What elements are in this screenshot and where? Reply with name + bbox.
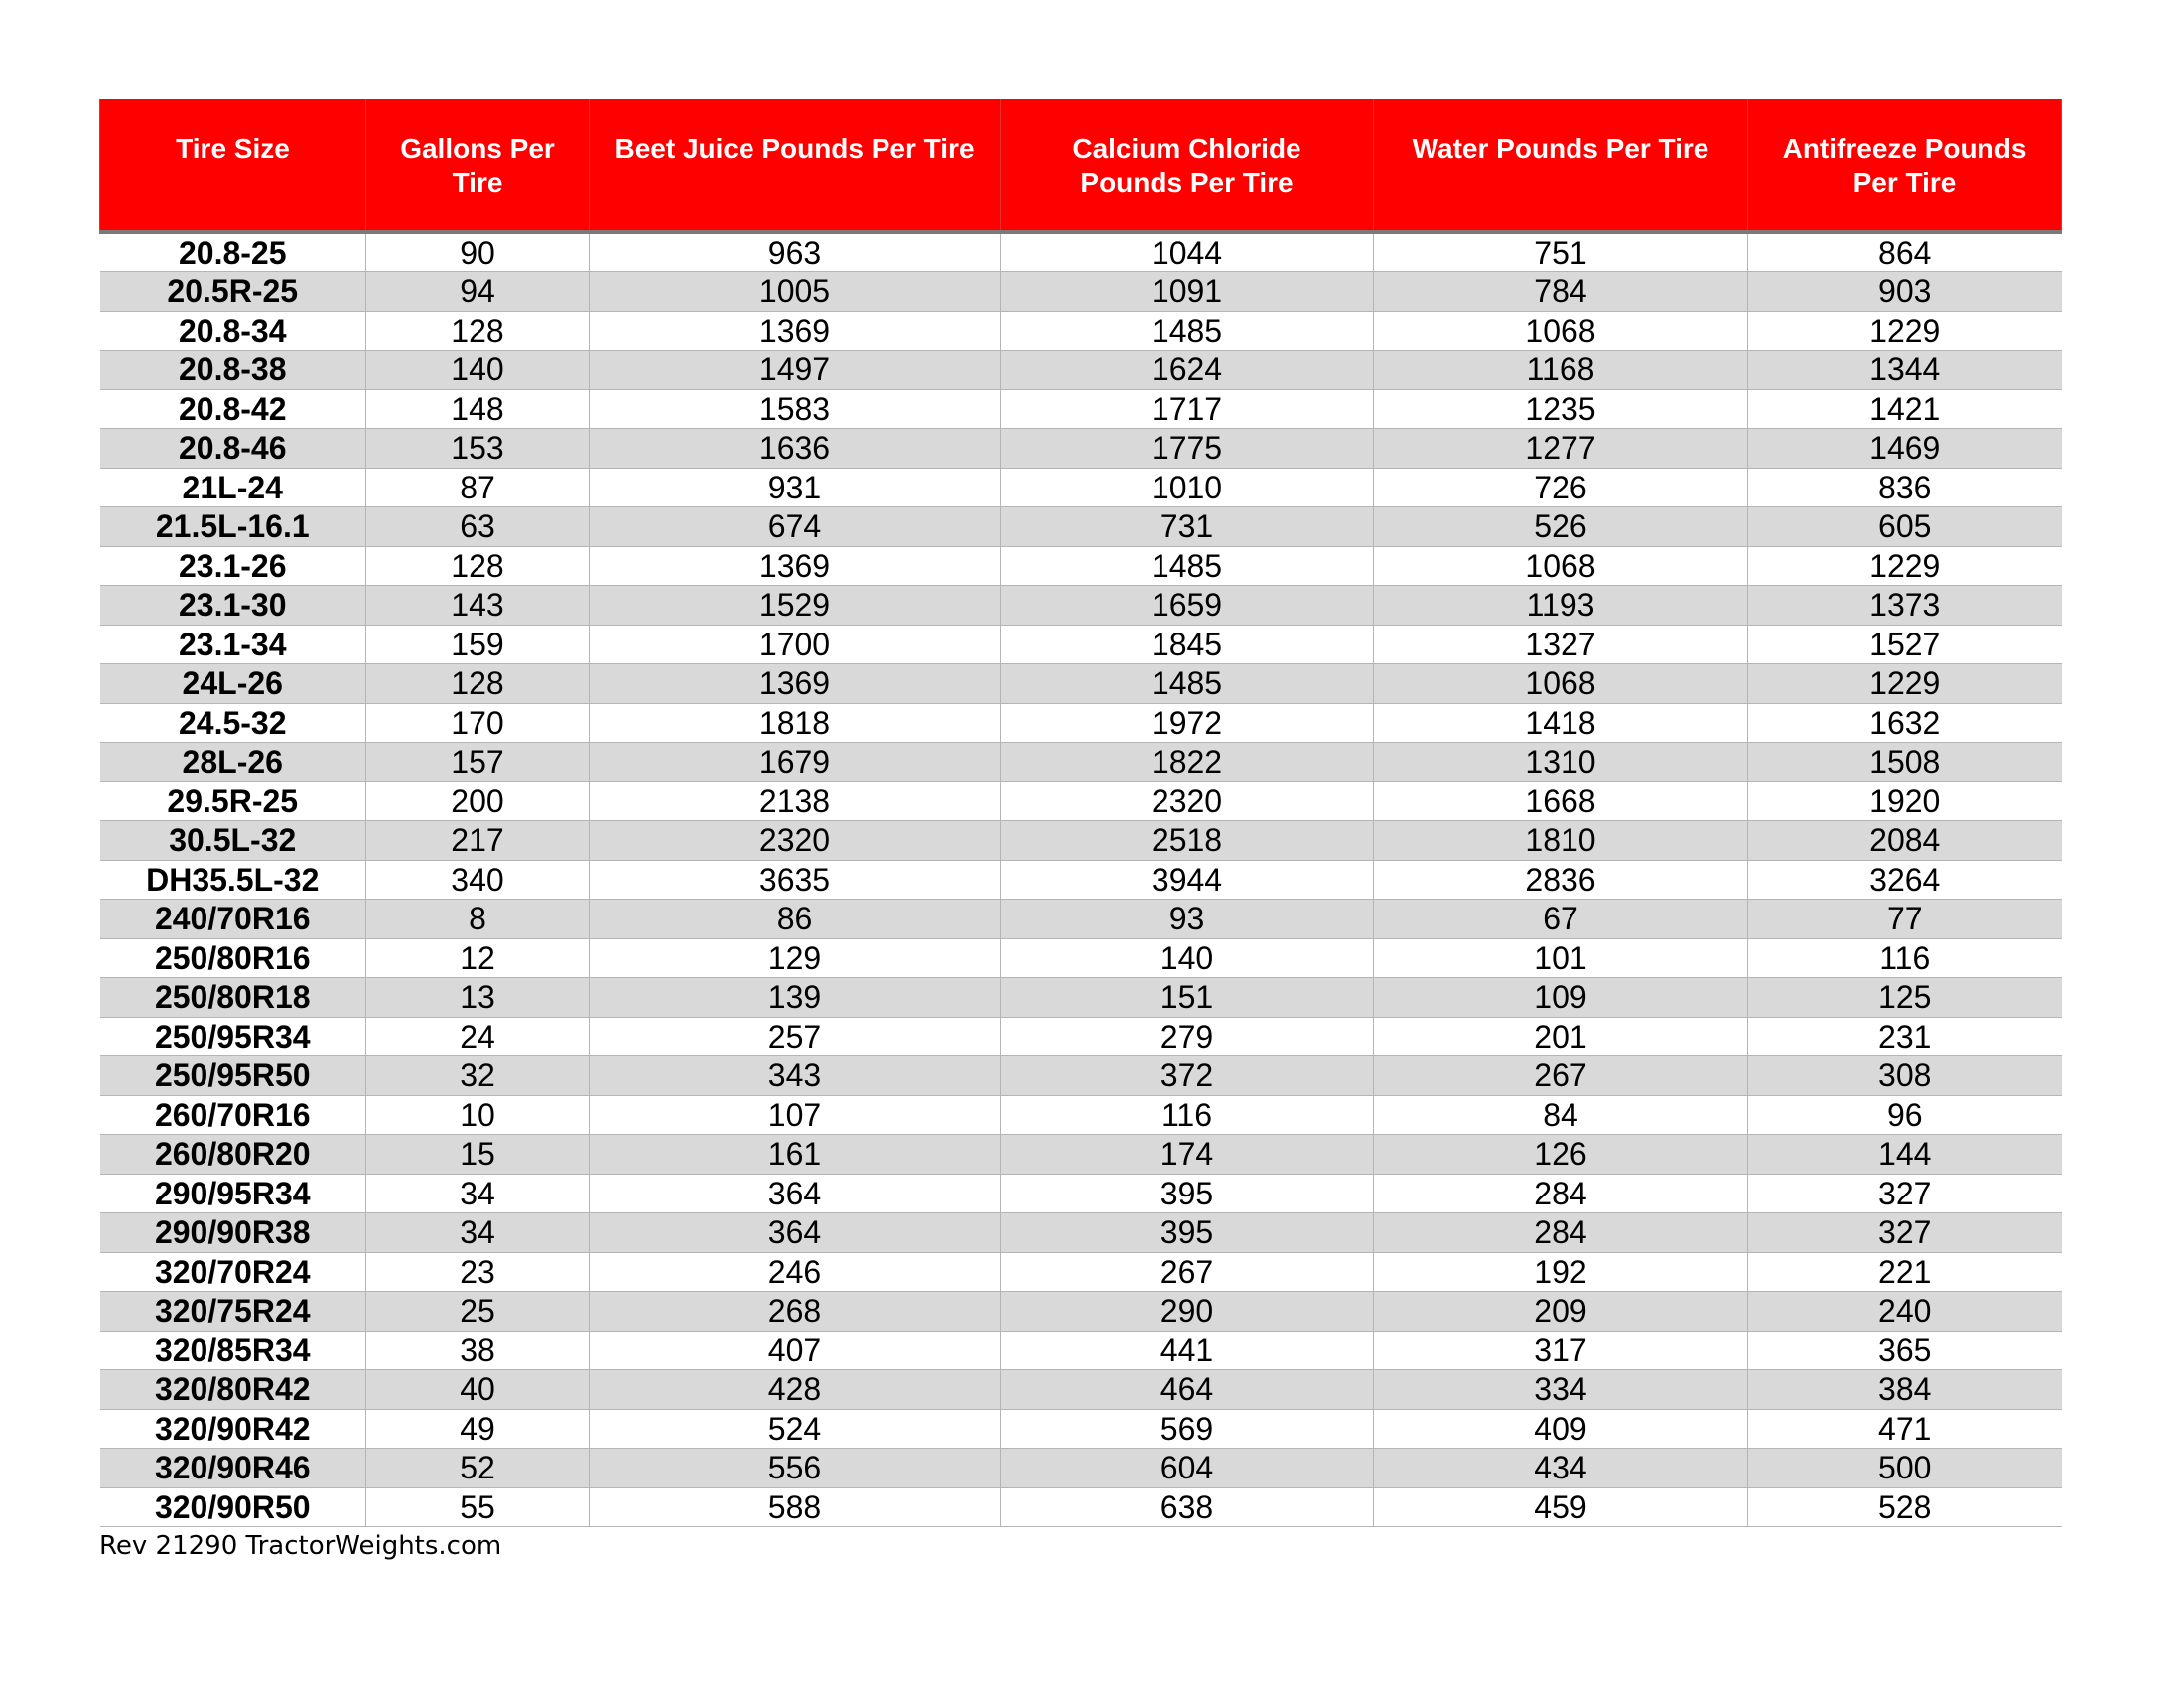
table-row: [100, 311, 2062, 351]
water-cell: 2836: [1374, 860, 1748, 900]
beet-juice-cell: 86: [590, 900, 1001, 939]
calcium-chloride-cell: 1822: [1001, 743, 1374, 782]
tire-size-cell: 20.5R-25: [100, 272, 366, 312]
antifreeze-cell: 116: [1748, 938, 2062, 978]
table-row: [100, 1449, 2062, 1488]
tire-size-cell: 20.8-38: [100, 351, 366, 390]
table-row: [100, 1252, 2062, 1292]
beet-juice-cell: 931: [590, 468, 1001, 507]
beet-juice-cell: 1700: [590, 625, 1001, 664]
water-cell: 334: [1374, 1370, 1748, 1410]
beet-juice-cell: 1583: [590, 389, 1001, 429]
water-cell: 726: [1374, 468, 1748, 507]
antifreeze-cell: 125: [1748, 978, 2062, 1018]
calcium-chloride-cell: 2518: [1001, 821, 1374, 861]
water-cell: 526: [1374, 507, 1748, 547]
gallons-cell: 38: [366, 1331, 590, 1370]
table-row: [100, 900, 2062, 939]
calcium-chloride-cell: 1717: [1001, 389, 1374, 429]
tire-size-cell: 20.8-34: [100, 311, 366, 351]
gallons-cell: 148: [366, 389, 590, 429]
column-header-line: Water Pounds Per Tire: [1412, 133, 1709, 164]
water-cell: 317: [1374, 1331, 1748, 1370]
table-row: [100, 232, 2062, 272]
beet-juice-cell: 1636: [590, 429, 1001, 469]
water-cell: 267: [1374, 1056, 1748, 1096]
table-row: [100, 1017, 2062, 1056]
antifreeze-cell: 903: [1748, 272, 2062, 312]
water-cell: 1277: [1374, 429, 1748, 469]
gallons-cell: 90: [366, 232, 590, 272]
tire-size-cell: 320/70R24: [100, 1252, 366, 1292]
calcium-chloride-cell: 290: [1001, 1292, 1374, 1332]
beet-juice-cell: 364: [590, 1213, 1001, 1253]
gallons-cell: 128: [366, 311, 590, 351]
table-row: [100, 468, 2062, 507]
beet-juice-cell: 246: [590, 1252, 1001, 1292]
tire-size-cell: 250/95R50: [100, 1056, 366, 1096]
column-header-line: Pounds Per Tire: [1080, 167, 1294, 198]
antifreeze-cell: 864: [1748, 232, 2062, 272]
calcium-chloride-cell: 569: [1001, 1409, 1374, 1449]
column-header-line: Calcium Chloride: [1072, 133, 1301, 164]
tire-size-cell: 23.1-26: [100, 546, 366, 586]
water-cell: 1418: [1374, 703, 1748, 743]
water-cell: 1810: [1374, 821, 1748, 861]
tire-size-cell: 320/85R34: [100, 1331, 366, 1370]
water-cell: 1068: [1374, 664, 1748, 704]
tire-size-cell: 260/70R16: [100, 1095, 366, 1135]
header-calcium-chloride: [1001, 99, 1374, 232]
gallons-cell: 94: [366, 272, 590, 312]
beet-juice-cell: 2138: [590, 781, 1001, 821]
table-row: [100, 860, 2062, 900]
gallons-cell: 140: [366, 351, 590, 390]
gallons-cell: 340: [366, 860, 590, 900]
header-gallons: [366, 99, 590, 232]
table-row: [100, 1409, 2062, 1449]
beet-juice-cell: 268: [590, 1292, 1001, 1332]
calcium-chloride-cell: 116: [1001, 1095, 1374, 1135]
column-header-line: Antifreeze Pounds: [1782, 133, 2027, 164]
calcium-chloride-cell: 93: [1001, 900, 1374, 939]
table-row: [100, 429, 2062, 469]
tire-size-cell: 320/75R24: [100, 1292, 366, 1332]
header-antifreeze: [1748, 99, 2062, 232]
table-row: [100, 978, 2062, 1018]
table-row: [100, 625, 2062, 664]
beet-juice-cell: 343: [590, 1056, 1001, 1096]
gallons-cell: 170: [366, 703, 590, 743]
calcium-chloride-cell: 1010: [1001, 468, 1374, 507]
antifreeze-cell: 1508: [1748, 743, 2062, 782]
calcium-chloride-cell: 267: [1001, 1252, 1374, 1292]
antifreeze-cell: 77: [1748, 900, 2062, 939]
water-cell: 1068: [1374, 546, 1748, 586]
antifreeze-cell: 144: [1748, 1135, 2062, 1175]
calcium-chloride-cell: 395: [1001, 1174, 1374, 1213]
gallons-cell: 217: [366, 821, 590, 861]
gallons-cell: 143: [366, 586, 590, 626]
beet-juice-cell: 1497: [590, 351, 1001, 390]
antifreeze-cell: 500: [1748, 1449, 2062, 1488]
antifreeze-cell: 327: [1748, 1213, 2062, 1253]
gallons-cell: 34: [366, 1213, 590, 1253]
water-cell: 67: [1374, 900, 1748, 939]
column-header-line: Tire Size: [176, 133, 290, 164]
table-header: [100, 99, 2062, 232]
gallons-cell: 153: [366, 429, 590, 469]
tire-size-cell: 21L-24: [100, 468, 366, 507]
beet-juice-cell: 161: [590, 1135, 1001, 1175]
tire-size-cell: 20.8-46: [100, 429, 366, 469]
table-row: [100, 781, 2062, 821]
antifreeze-cell: 1229: [1748, 546, 2062, 586]
water-cell: 1310: [1374, 743, 1748, 782]
gallons-cell: 55: [366, 1487, 590, 1527]
calcium-chloride-cell: 441: [1001, 1331, 1374, 1370]
water-cell: 1668: [1374, 781, 1748, 821]
antifreeze-cell: 308: [1748, 1056, 2062, 1096]
header-beet-juice: [590, 99, 1001, 232]
gallons-cell: 49: [366, 1409, 590, 1449]
table-row: [100, 546, 2062, 586]
calcium-chloride-cell: 1485: [1001, 546, 1374, 586]
antifreeze-cell: 605: [1748, 507, 2062, 547]
beet-juice-cell: 129: [590, 938, 1001, 978]
tire-size-cell: 30.5L-32: [100, 821, 366, 861]
calcium-chloride-cell: 731: [1001, 507, 1374, 547]
beet-juice-cell: 428: [590, 1370, 1001, 1410]
tire-size-cell: 250/80R16: [100, 938, 366, 978]
beet-juice-cell: 1818: [590, 703, 1001, 743]
beet-juice-cell: 1005: [590, 272, 1001, 312]
water-cell: 209: [1374, 1292, 1748, 1332]
calcium-chloride-cell: 464: [1001, 1370, 1374, 1410]
tire-size-cell: 320/80R42: [100, 1370, 366, 1410]
table-row: [100, 586, 2062, 626]
gallons-cell: 87: [366, 468, 590, 507]
tire-fill-weight-sheet: [99, 99, 2061, 1527]
gallons-cell: 159: [366, 625, 590, 664]
gallons-cell: 12: [366, 938, 590, 978]
table-row: [100, 272, 2062, 312]
water-cell: 192: [1374, 1252, 1748, 1292]
water-cell: 284: [1374, 1174, 1748, 1213]
beet-juice-cell: 556: [590, 1449, 1001, 1488]
beet-juice-cell: 1369: [590, 664, 1001, 704]
tire-size-cell: 250/95R34: [100, 1017, 366, 1056]
water-cell: 126: [1374, 1135, 1748, 1175]
tire-size-cell: 20.8-25: [100, 232, 366, 272]
table-row: [100, 1292, 2062, 1332]
tire-size-cell: 290/95R34: [100, 1174, 366, 1213]
table-row: [100, 1056, 2062, 1096]
beet-juice-cell: 1679: [590, 743, 1001, 782]
gallons-cell: 63: [366, 507, 590, 547]
tire-size-cell: 320/90R46: [100, 1449, 366, 1488]
calcium-chloride-cell: 604: [1001, 1449, 1374, 1488]
table-row: [100, 1174, 2062, 1213]
table-row: [100, 1135, 2062, 1175]
water-cell: 1327: [1374, 625, 1748, 664]
table-row: [100, 389, 2062, 429]
tire-size-cell: 24.5-32: [100, 703, 366, 743]
antifreeze-cell: 2084: [1748, 821, 2062, 861]
calcium-chloride-cell: 1972: [1001, 703, 1374, 743]
beet-juice-cell: 364: [590, 1174, 1001, 1213]
gallons-cell: 10: [366, 1095, 590, 1135]
tire-fill-weight-table: [99, 99, 2062, 1527]
water-cell: 434: [1374, 1449, 1748, 1488]
beet-juice-cell: 524: [590, 1409, 1001, 1449]
table-row: [100, 1095, 2062, 1135]
antifreeze-cell: 1373: [1748, 586, 2062, 626]
column-header-line: Beet Juice Pounds Per Tire: [614, 133, 975, 164]
beet-juice-cell: 407: [590, 1331, 1001, 1370]
beet-juice-cell: 139: [590, 978, 1001, 1018]
antifreeze-cell: 231: [1748, 1017, 2062, 1056]
calcium-chloride-cell: 151: [1001, 978, 1374, 1018]
antifreeze-cell: 1344: [1748, 351, 2062, 390]
table-row: [100, 743, 2062, 782]
calcium-chloride-cell: 1091: [1001, 272, 1374, 312]
water-cell: 1193: [1374, 586, 1748, 626]
beet-juice-cell: 674: [590, 507, 1001, 547]
beet-juice-cell: 588: [590, 1487, 1001, 1527]
table-body: [100, 232, 2062, 1527]
beet-juice-cell: 2320: [590, 821, 1001, 861]
calcium-chloride-cell: 279: [1001, 1017, 1374, 1056]
antifreeze-cell: 1229: [1748, 664, 2062, 704]
water-cell: 84: [1374, 1095, 1748, 1135]
water-cell: 409: [1374, 1409, 1748, 1449]
gallons-cell: 8: [366, 900, 590, 939]
gallons-cell: 200: [366, 781, 590, 821]
water-cell: 201: [1374, 1017, 1748, 1056]
gallons-cell: 25: [366, 1292, 590, 1332]
beet-juice-cell: 963: [590, 232, 1001, 272]
calcium-chloride-cell: 1485: [1001, 664, 1374, 704]
gallons-cell: 52: [366, 1449, 590, 1488]
column-header-line: Per Tire: [1852, 167, 1957, 198]
table-row: [100, 703, 2062, 743]
gallons-cell: 32: [366, 1056, 590, 1096]
water-cell: 1235: [1374, 389, 1748, 429]
tire-size-cell: 290/90R38: [100, 1213, 366, 1253]
calcium-chloride-cell: 1775: [1001, 429, 1374, 469]
tire-size-cell: 250/80R18: [100, 978, 366, 1018]
header-tire-size: [100, 99, 366, 232]
water-cell: 784: [1374, 272, 1748, 312]
tire-size-cell: DH35.5L-32: [100, 860, 366, 900]
gallons-cell: 23: [366, 1252, 590, 1292]
tire-size-cell: 320/90R42: [100, 1409, 366, 1449]
calcium-chloride-cell: 2320: [1001, 781, 1374, 821]
antifreeze-cell: 1469: [1748, 429, 2062, 469]
column-header-line: Tire: [452, 167, 503, 198]
water-cell: 1168: [1374, 351, 1748, 390]
antifreeze-cell: 836: [1748, 468, 2062, 507]
antifreeze-cell: 471: [1748, 1409, 2062, 1449]
header-water: [1374, 99, 1748, 232]
table-row: [100, 1370, 2062, 1410]
calcium-chloride-cell: 395: [1001, 1213, 1374, 1253]
beet-juice-cell: 3635: [590, 860, 1001, 900]
antifreeze-cell: 1920: [1748, 781, 2062, 821]
gallons-cell: 40: [366, 1370, 590, 1410]
table-row: [100, 1487, 2062, 1527]
calcium-chloride-cell: 1659: [1001, 586, 1374, 626]
column-header-line: Gallons Per: [400, 133, 555, 164]
calcium-chloride-cell: 1044: [1001, 232, 1374, 272]
beet-juice-cell: 1369: [590, 311, 1001, 351]
gallons-cell: 15: [366, 1135, 590, 1175]
water-cell: 751: [1374, 232, 1748, 272]
antifreeze-cell: 384: [1748, 1370, 2062, 1410]
antifreeze-cell: 1527: [1748, 625, 2062, 664]
tire-size-cell: 24L-26: [100, 664, 366, 704]
tire-size-cell: 23.1-34: [100, 625, 366, 664]
revision-footer: Rev 21290 TractorWeights.com: [99, 1531, 502, 1561]
gallons-cell: 34: [366, 1174, 590, 1213]
antifreeze-cell: 221: [1748, 1252, 2062, 1292]
antifreeze-cell: 1421: [1748, 389, 2062, 429]
tire-size-cell: 29.5R-25: [100, 781, 366, 821]
table-row: [100, 664, 2062, 704]
antifreeze-cell: 1229: [1748, 311, 2062, 351]
calcium-chloride-cell: 1624: [1001, 351, 1374, 390]
gallons-cell: 24: [366, 1017, 590, 1056]
table-row: [100, 351, 2062, 390]
antifreeze-cell: 327: [1748, 1174, 2062, 1213]
water-cell: 109: [1374, 978, 1748, 1018]
water-cell: 1068: [1374, 311, 1748, 351]
beet-juice-cell: 257: [590, 1017, 1001, 1056]
calcium-chloride-cell: 140: [1001, 938, 1374, 978]
tire-size-cell: 21.5L-16.1: [100, 507, 366, 547]
water-cell: 101: [1374, 938, 1748, 978]
antifreeze-cell: 3264: [1748, 860, 2062, 900]
tire-size-cell: 28L-26: [100, 743, 366, 782]
calcium-chloride-cell: 638: [1001, 1487, 1374, 1527]
gallons-cell: 128: [366, 664, 590, 704]
table-row: [100, 821, 2062, 861]
tire-size-cell: 260/80R20: [100, 1135, 366, 1175]
tire-size-cell: 240/70R16: [100, 900, 366, 939]
water-cell: 284: [1374, 1213, 1748, 1253]
calcium-chloride-cell: 1845: [1001, 625, 1374, 664]
beet-juice-cell: 1529: [590, 586, 1001, 626]
calcium-chloride-cell: 3944: [1001, 860, 1374, 900]
tire-size-cell: 320/90R50: [100, 1487, 366, 1527]
antifreeze-cell: 96: [1748, 1095, 2062, 1135]
table-row: [100, 507, 2062, 547]
water-cell: 459: [1374, 1487, 1748, 1527]
calcium-chloride-cell: 174: [1001, 1135, 1374, 1175]
antifreeze-cell: 365: [1748, 1331, 2062, 1370]
antifreeze-cell: 240: [1748, 1292, 2062, 1332]
beet-juice-cell: 1369: [590, 546, 1001, 586]
beet-juice-cell: 107: [590, 1095, 1001, 1135]
antifreeze-cell: 528: [1748, 1487, 2062, 1527]
table-row: [100, 1331, 2062, 1370]
gallons-cell: 128: [366, 546, 590, 586]
gallons-cell: 13: [366, 978, 590, 1018]
antifreeze-cell: 1632: [1748, 703, 2062, 743]
tire-size-cell: 20.8-42: [100, 389, 366, 429]
gallons-cell: 157: [366, 743, 590, 782]
table-row: [100, 1213, 2062, 1253]
tire-size-cell: 23.1-30: [100, 586, 366, 626]
header-row: [100, 99, 2062, 232]
calcium-chloride-cell: 372: [1001, 1056, 1374, 1096]
calcium-chloride-cell: 1485: [1001, 311, 1374, 351]
table-row: [100, 938, 2062, 978]
